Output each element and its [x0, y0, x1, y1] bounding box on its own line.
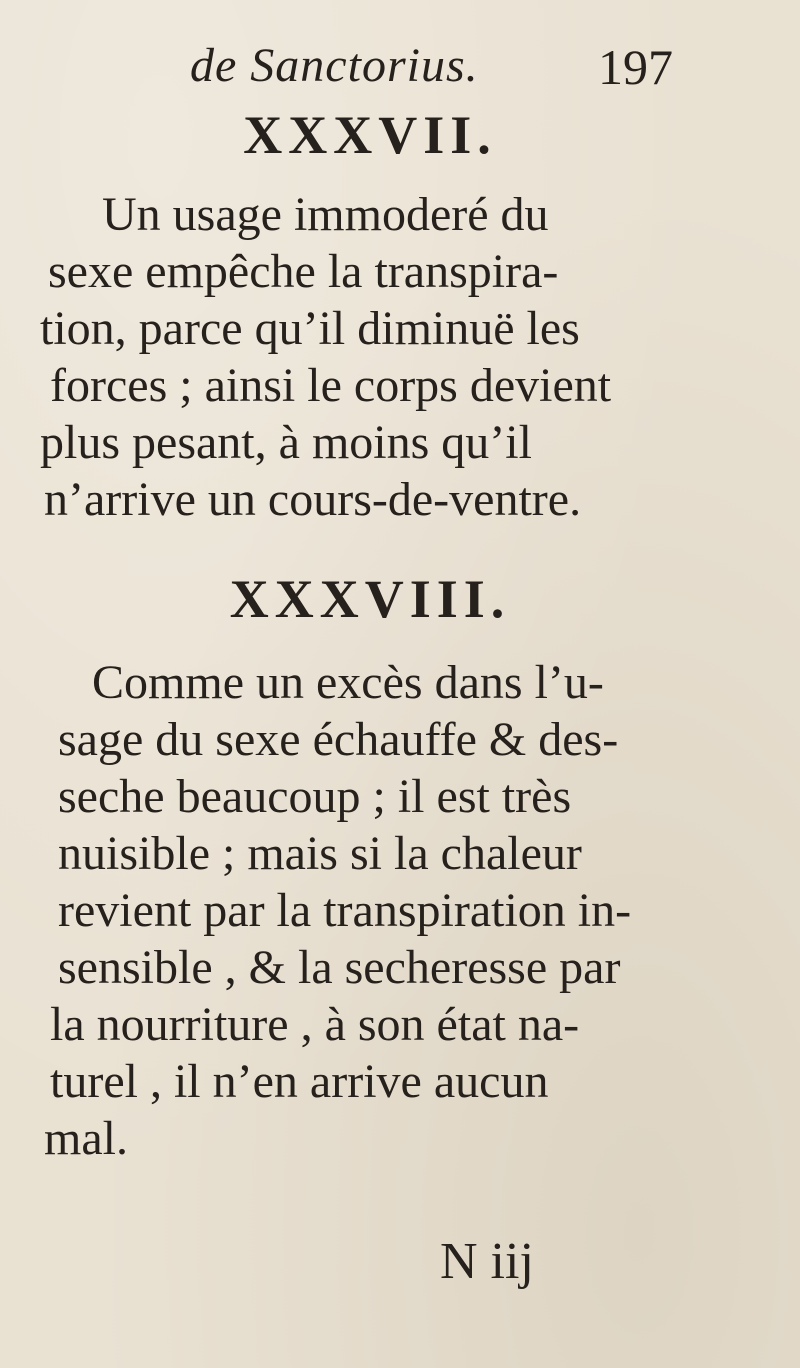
- text-line: nuisible ; mais si la chaleur: [58, 827, 582, 880]
- paragraph-38: [40, 654, 760, 1167]
- text-line: plus pesant, à moins qu’il: [40, 416, 532, 469]
- text-line: Comme un excès dans l’u-: [92, 656, 604, 709]
- page-number: 197: [598, 39, 673, 95]
- text-line: forces ; ainsi le corps devient: [50, 359, 612, 412]
- text-line: n’arrive un cours-de-ventre.: [44, 473, 582, 526]
- running-title: de Sanctorius.: [190, 39, 479, 92]
- text-line: sexe empêche la transpira-: [48, 245, 559, 298]
- section-number-38: XXXVIII.: [229, 569, 511, 629]
- running-head: [0, 38, 800, 98]
- text-line: tion, parce qu’il diminuë les: [40, 302, 580, 355]
- text-line: Un usage immoderé du: [102, 188, 549, 241]
- text-line: sensible , & la secheresse par: [58, 941, 621, 994]
- text-line: mal.: [44, 1112, 128, 1165]
- text-line: sage du sexe échauffe & des-: [58, 713, 619, 766]
- signature-mark: N iij: [440, 1233, 534, 1290]
- text-line: revient par la transpiration in-: [58, 884, 632, 937]
- text-line: seche beaucoup ; il est très: [58, 770, 572, 823]
- text-line: turel , il n’en arrive aucun: [50, 1055, 549, 1108]
- section-number-37: XXXVII.: [243, 105, 497, 165]
- paragraph-37: [40, 186, 760, 528]
- text-line: la nourriture , à son état na-: [50, 998, 580, 1051]
